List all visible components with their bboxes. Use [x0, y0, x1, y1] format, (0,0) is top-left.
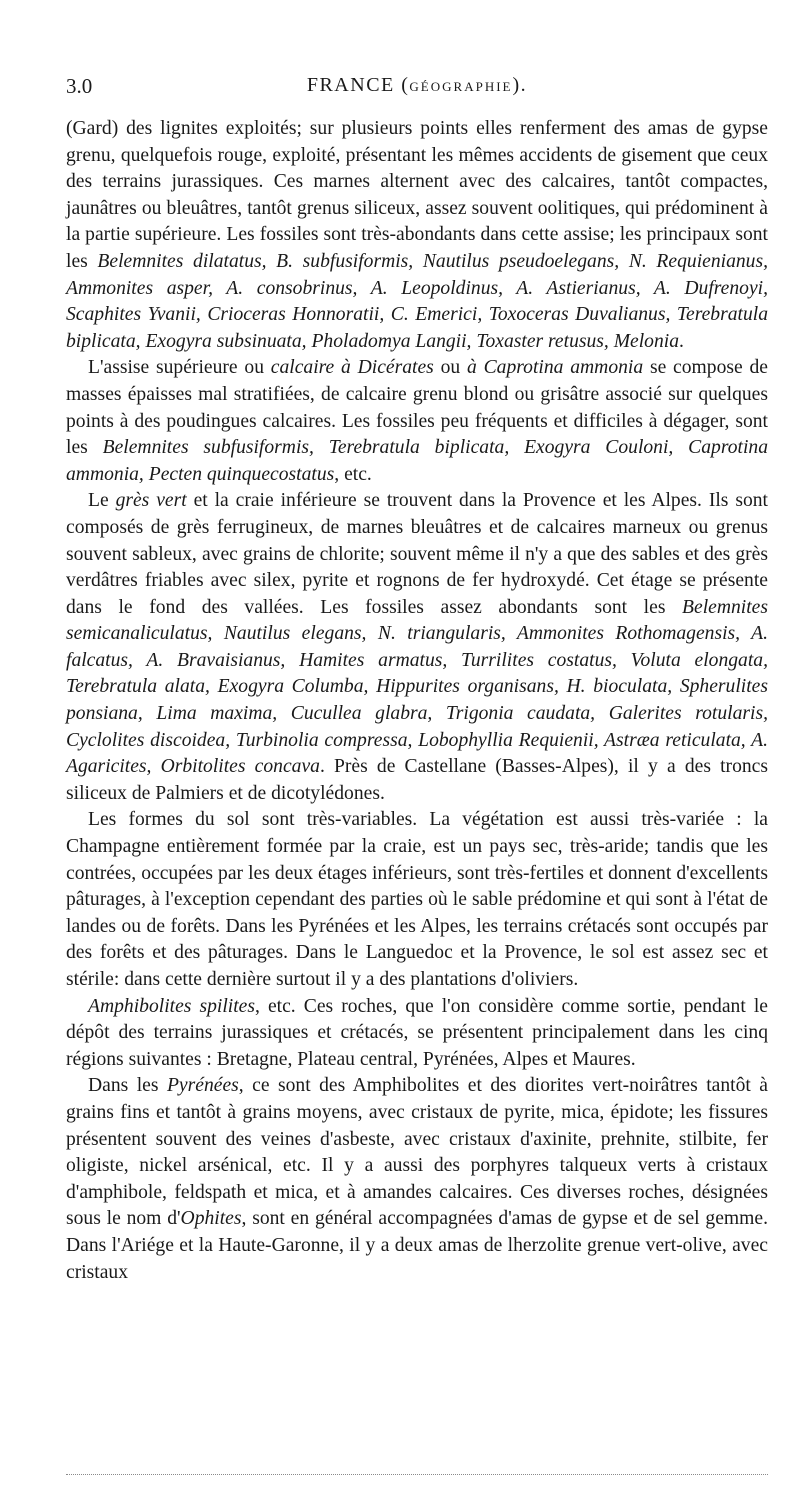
text-run: se compose de masses épaisses mal stratifiées, de calcaire grenu blond ou grisâtre associé sur quelques points à des poudingues calcaires. Les fossiles peu fréquents et difficiles à dégager, sont les — [66, 357, 768, 459]
italic-text: Ophites — [180, 1208, 242, 1230]
paragraph — [66, 116, 768, 355]
text-run: ou — [433, 357, 467, 379]
paragraph — [66, 994, 768, 1074]
text-run: L'assise supérieure ou — [88, 357, 271, 379]
text-run: Le — [88, 490, 116, 512]
italic-text: Pyrénées — [166, 1075, 239, 1097]
page-number: 3.0 — [66, 74, 93, 98]
italic-text: grès vert — [115, 490, 187, 512]
paragraph — [66, 807, 768, 993]
body-text — [66, 116, 768, 1286]
page-header — [66, 74, 768, 104]
text-run: , ce sont des Amphibolites et des diorites vert-noirâtres tantôt à grains fins et tantôt à grains moyens, avec cristaux de pyrite, mica, épidote; les fissures présentent souvent des veines d'asbeste, avec cristaux d'axinite, prehnite, stilbite, fer oligiste, nickel arsénical, etc. Il y a aussi des porphyres talqueux verts à cristaux d'amphibole, feldspath et mica, et à amandes calcaires. Ces diverses roches, désignées sous le nom d' — [66, 1075, 768, 1230]
text-run: . — [679, 330, 684, 352]
italic-text: Amphibolites spilites — [88, 995, 255, 1017]
italic-text: à Caprotina ammonia — [467, 357, 644, 379]
text-run: Les formes du sol sont très-variables. La végétation est aussi très-variée : la Champagne entièrement formée par la craie, est un pays sec, très-aride; tandis que les contrées, occupées par les deux étages inférieurs, sont très-fertiles et donnent d'excellents pâturages, à l'exception cependant des parties où le sable prédomine et qui sont à l'état de landes ou de forêts. Dans les Pyrénées et les Alpes, les terrains crétacés sont occupés par des forêts et des pâturages. Dans le Languedoc et la Provence, le sol est assez sec et stérile: dans cette dernière surtout il y a des plantations d'oliviers. — [66, 809, 768, 990]
text-run: , etc. — [334, 463, 372, 485]
running-head-end: ). — [512, 74, 528, 96]
running-head-main: FRANCE ( — [306, 74, 410, 96]
italic-text: Belemnites subfusiformis, Terebratula biplicata, Exogyra Couloni, Caprotina ammonia, Pecten quinquecostatus — [66, 437, 768, 485]
text-run: (Gard) des lignites exploités; sur plusieurs points elles renferment des amas de gypse grenu, quelquefois rouge, exploité, présentant les mêmes accidents de gisement que ceux des terrains jurassiques. Ces marnes alternent avec des calcaires, tantôt compactes, jaunâtres ou bleuâtres, tantôt grenus siliceux, assez souvent oolitiques, qui prédominent à la partie supérieure. Les fossiles sont très-abondants dans cette assise; les principaux sont les — [66, 118, 768, 272]
italic-text: Belemnites dilatatus, B. subfusiformis, Nautilus pseudoelegans, N. Requienianus, Ammonites asper, A. consobrinus, A. Leopoldinus, A. Astierianus, A. Dufrenoyi, Scaphites Yvanii, Crioceras Honnoratii, C. Emerici, Toxoceras Duvalianus, Terebratula biplicata, Exogyra subsinuata, Pholadomya Langii, Toxaster retusus, Melonia — [66, 250, 768, 352]
text-run: , etc. Ces roches, que l'on considère comme sortie, pendant le dépôt des terrains jurassiques et crétacés, se présentent principalement dans les cinq régions suivantes : Bretagne, Plateau central, Pyrénées, Alpes et Maures. — [66, 995, 768, 1070]
running-head-subtitle: GÉOGRAPHIE — [409, 79, 513, 94]
running-head — [66, 74, 768, 97]
footer-rule — [66, 1474, 768, 1475]
italic-text: calcaire à Dicérates — [270, 357, 434, 379]
text-run: . Près de Castellane (Basses-Alpes), il y a des troncs siliceux de Palmiers et de dicotylédones. — [66, 756, 768, 804]
paragraph — [66, 1073, 768, 1286]
text-run: Dans les — [88, 1075, 167, 1097]
paragraph — [66, 355, 768, 488]
italic-text: Belemnites semicanaliculatus, Nautilus elegans, N. triangularis, Ammonites Rothomagensis, A. falcatus, A. Bravaisianus, Hamites armatus, Turrilites costatus, Voluta elongata, Terebratula alata, Exogyra Columba, Hippurites organisans, H. bioculata, Spherulites ponsiana, Lima maxima, Cucullea glabra, Trigonia caudata, Galerites rotularis, Cyclolites discoidea, Turbinolia compressa, Lobophyllia Requienii, Astræa reticulata, A. Agaricites, Orbitolites concava — [66, 596, 768, 778]
text-run: , sont en général accompagnées d'amas de gypse et de sel gemme. Dans l'Ariége et la Haute-Garonne, il y a deux amas de lherzolite grenue vert-olive, avec cristaux — [66, 1208, 768, 1283]
text-run: et la craie inférieure se trouvent dans la Provence et les Alpes. Ils sont composés de grès ferrugineux, de marnes bleuâtres et de calcaires marneux ou grenus souvent sableux, avec grains de chlorite; souvent même il n'y a que des sables et des grès verdâtres friables avec silex, pyrite et rognons de fer hydroxydé. Cet étage se présente dans le fond des vallées. Les fossiles assez abondants sont les — [66, 490, 768, 618]
paragraph — [66, 488, 768, 807]
